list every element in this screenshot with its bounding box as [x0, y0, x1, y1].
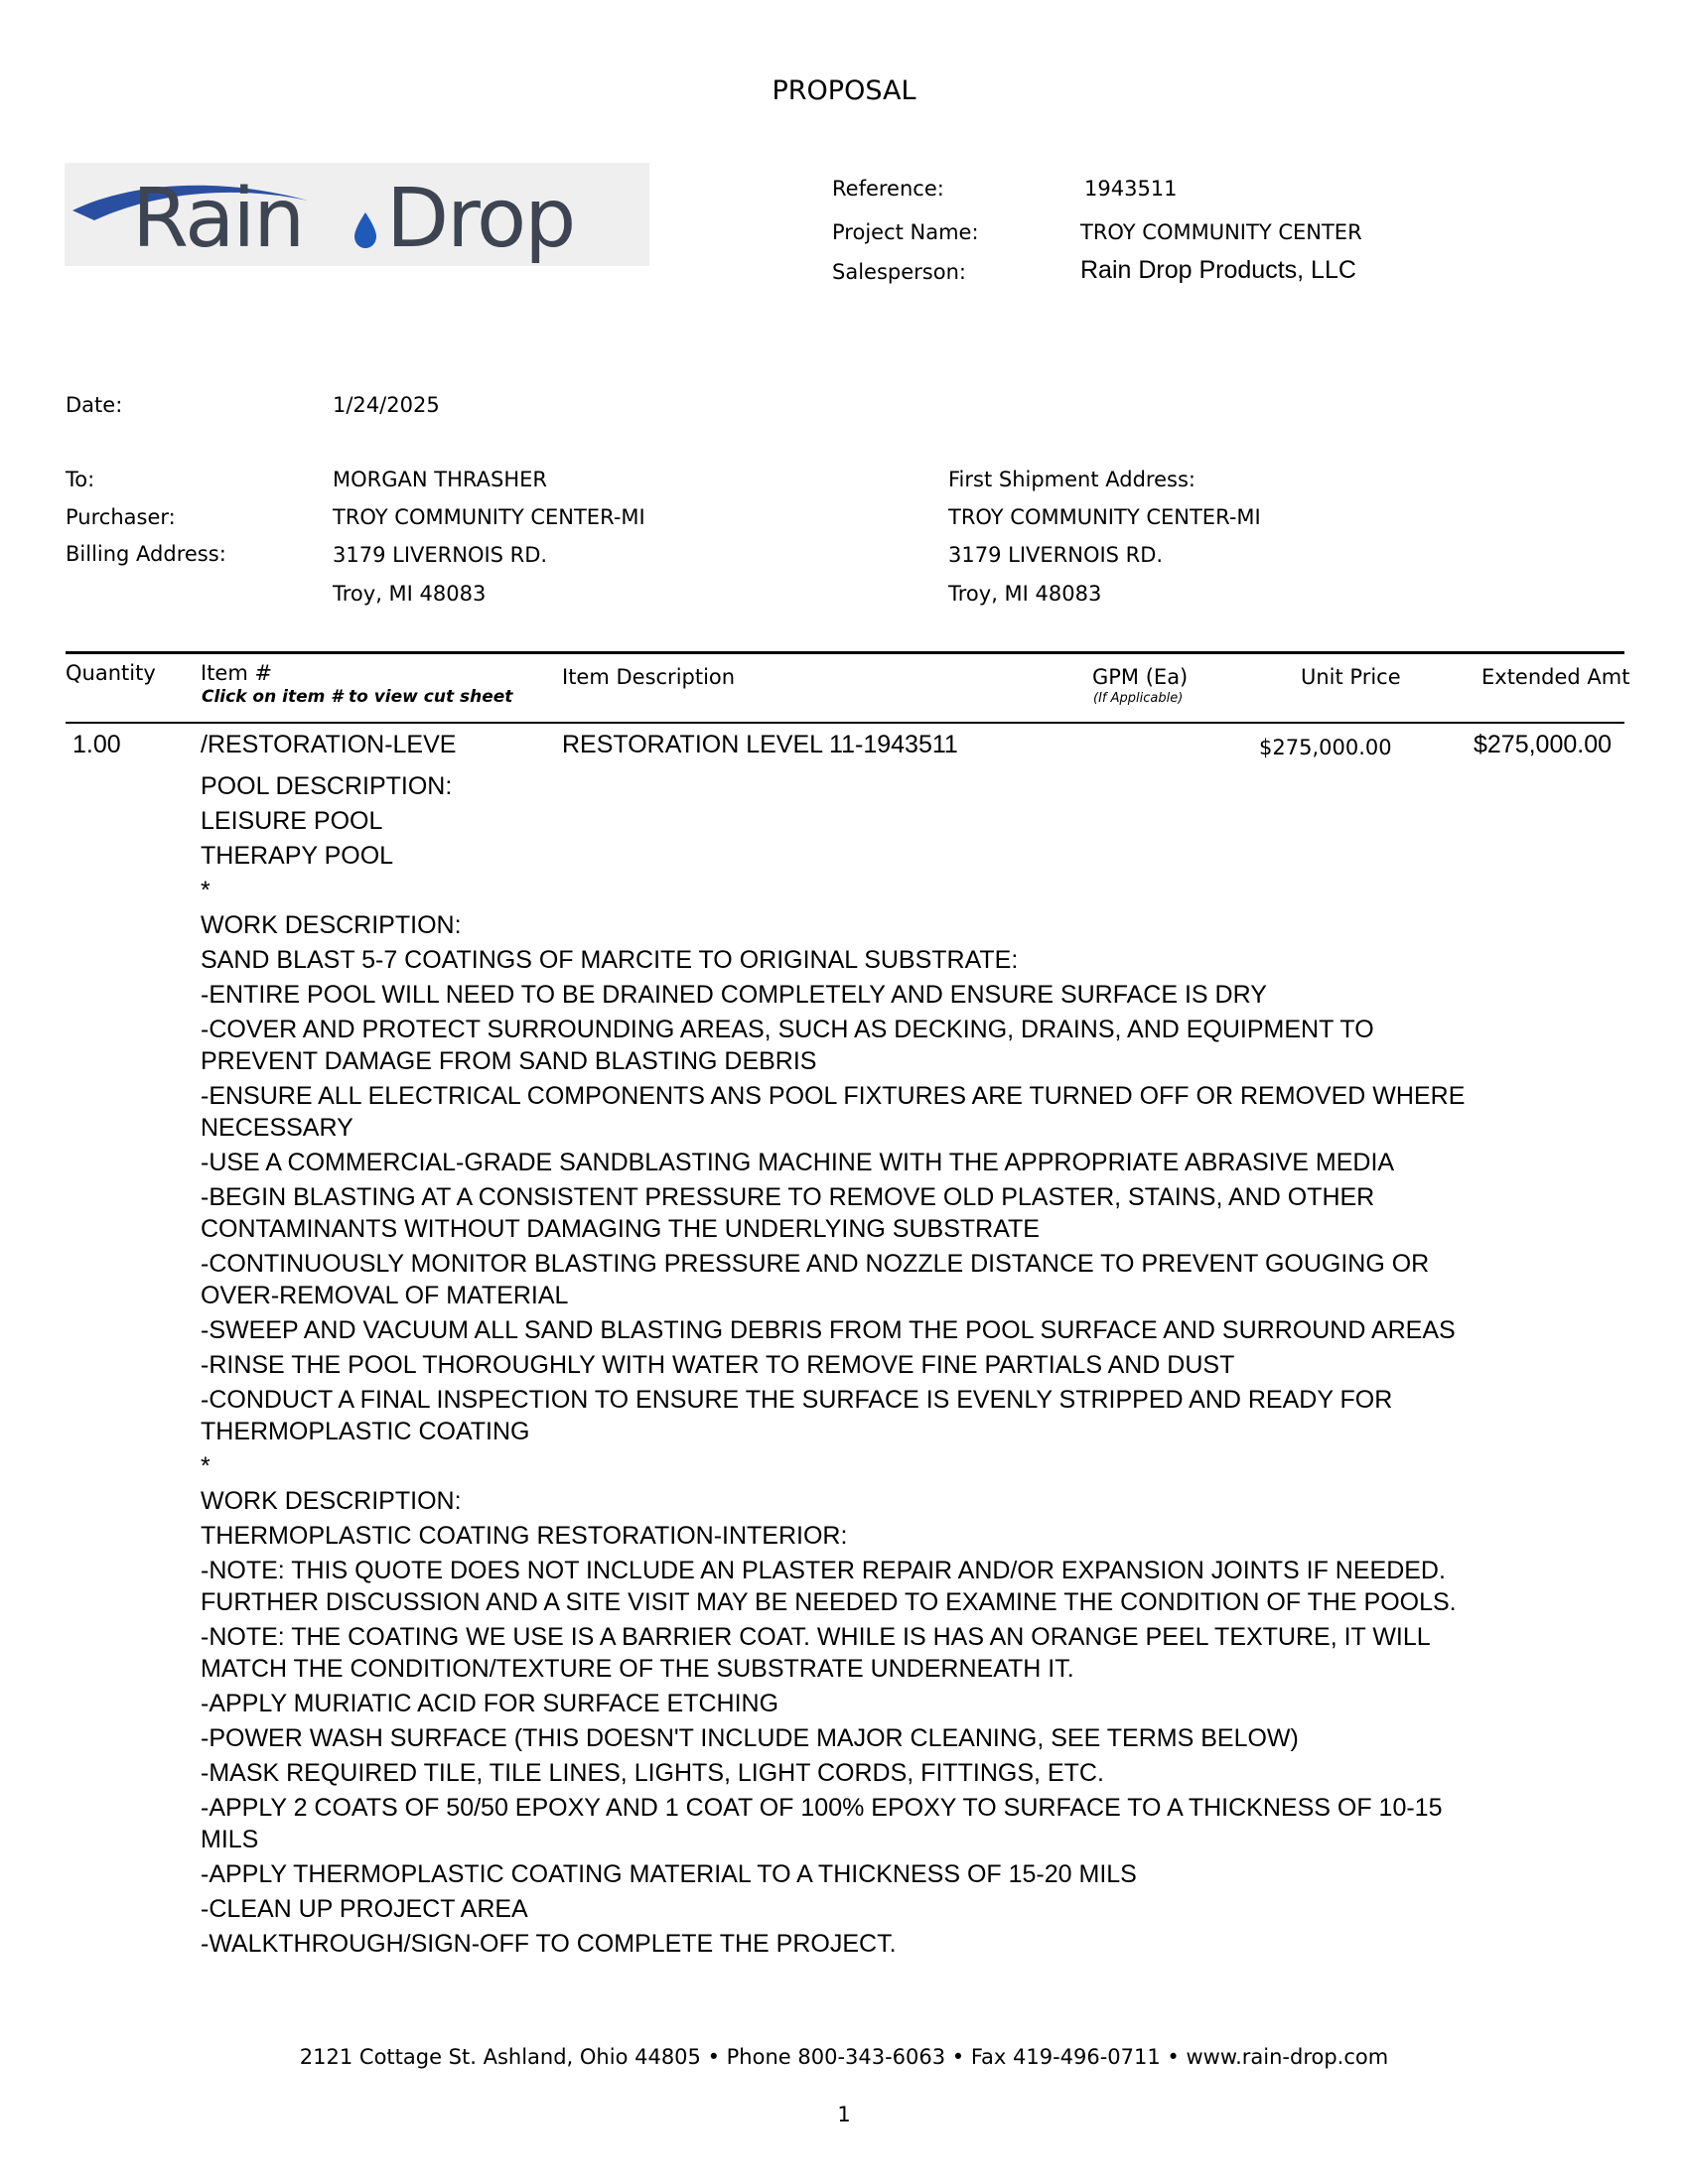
shipment-address-line3: Troy, MI 48083	[948, 582, 1102, 606]
column-header-gpm-note: (If Applicable)	[1093, 691, 1184, 706]
description-line: -APPLY MURIATIC ACID FOR SURFACE ETCHING	[201, 1690, 779, 1717]
svg-text:Drop: Drop	[386, 172, 575, 266]
description-line: -APPLY 2 COATS OF 50/50 EPOXY AND 1 COAT OF 100% EPOXY TO SURFACE TO A THICKNESS OF 10-15 MILS	[201, 1794, 1443, 1853]
description-line: WORK DESCRIPTION:	[201, 1487, 462, 1515]
project-name-label: Project Name:	[832, 220, 979, 244]
to-label: To:	[66, 468, 95, 491]
to-value: MORGAN THRASHER	[333, 468, 547, 491]
description-line: POOL DESCRIPTION:	[201, 772, 453, 800]
description-line: -NOTE: THE COATING WE USE IS A BARRIER COAT. WHILE IS HAS AN ORANGE PEEL TEXTURE, IT WILL MATCH THE CONDITION/TEXTURE OF THE SUBSTRATE UNDERNEATH IT.	[201, 1623, 1430, 1683]
column-header-description: Item Description	[562, 665, 736, 689]
billing-address-label: Billing Address:	[66, 542, 226, 566]
description-line: -APPLY THERMOPLASTIC COATING MATERIAL TO A THICKNESS OF 15-20 MILS	[201, 1860, 1137, 1888]
description-line: THERMOPLASTIC COATING RESTORATION-INTERIOR:	[201, 1522, 848, 1550]
row-extended-amount: $275,000.00	[1474, 731, 1613, 758]
description-line: -COVER AND PROTECT SURROUNDING AREAS, SUCH AS DECKING, DRAINS, AND EQUIPMENT TO PREVENT DAMAGE FROM SAND BLASTING DEBRIS	[201, 1016, 1374, 1075]
description-line: WORK DESCRIPTION:	[201, 911, 462, 939]
row-unit-price: $275,000.00	[1259, 736, 1392, 759]
description-line: -POWER WASH SURFACE (THIS DOESN'T INCLUDE MAJOR CLEANING, SEE TERMS BELOW)	[201, 1724, 1299, 1752]
rain-drop-logo	[65, 163, 649, 266]
description-line: -CONTINUOUSLY MONITOR BLASTING PRESSURE AND NOZZLE DISTANCE TO PREVENT GOUGING OR OVER-REMOVAL OF MATERIAL	[201, 1250, 1430, 1309]
date-label: Date:	[66, 393, 123, 417]
row-item-description: RESTORATION LEVEL 11-1943511	[562, 731, 958, 758]
reference-label: Reference:	[832, 177, 944, 201]
description-line: -CLEAN UP PROJECT AREA	[201, 1895, 528, 1923]
description-line: -ENSURE ALL ELECTRICAL COMPONENTS ANS POOL FIXTURES ARE TURNED OFF OR REMOVED WHERE NECESSARY	[201, 1082, 1466, 1142]
column-header-item-note: Click on item # to view cut sheet	[202, 687, 513, 707]
table-header-rule	[66, 722, 1624, 724]
column-header-unit-price: Unit Price	[1301, 665, 1401, 689]
description-line: -USE A COMMERCIAL-GRADE SANDBLASTING MACHINE WITH THE APPROPRIATE ABRASIVE MEDIA	[201, 1149, 1395, 1176]
shipment-address-line1: TROY COMMUNITY CENTER-MI	[948, 505, 1261, 529]
description-line: -ENTIRE POOL WILL NEED TO BE DRAINED COMPLETELY AND ENSURE SURFACE IS DRY	[201, 981, 1267, 1009]
table-top-rule	[66, 651, 1624, 654]
description-line: LEISURE POOL	[201, 807, 383, 835]
work-description-block	[201, 770, 1491, 1963]
column-header-gpm: GPM (Ea)	[1092, 665, 1189, 689]
description-line: SAND BLAST 5-7 COATINGS OF MARCITE TO ORIGINAL SUBSTRATE:	[201, 946, 1019, 974]
footer-contact: 2121 Cottage St. Ashland, Ohio 44805 • Phone 800-343-6063 • Fax 419-496-0711 • www.rain-drop.com	[299, 2045, 1389, 2069]
description-line: -RINSE THE POOL THOROUGHLY WITH WATER TO REMOVE FINE PARTIALS AND DUST	[201, 1351, 1235, 1379]
description-line: -CONDUCT A FINAL INSPECTION TO ENSURE THE SURFACE IS EVENLY STRIPPED AND READY FOR THERMOPLASTIC COATING	[201, 1386, 1393, 1445]
description-line: -SWEEP AND VACUUM ALL SAND BLASTING DEBRIS FROM THE POOL SURFACE AND SURROUND AREAS	[201, 1316, 1456, 1344]
billing-address-line1: 3179 LIVERNOIS RD.	[333, 543, 548, 567]
row-quantity: 1.00	[72, 731, 121, 758]
description-line: -WALKTHROUGH/SIGN-OFF TO COMPLETE THE PROJECT.	[201, 1930, 897, 1958]
row-item-number-link[interactable]: /RESTORATION-LEVE	[201, 731, 457, 758]
description-line: *	[201, 877, 211, 904]
page-number: 1	[837, 2103, 851, 2126]
description-line: -BEGIN BLASTING AT A CONSISTENT PRESSURE TO REMOVE OLD PLASTER, STAINS, AND OTHER CONTAMINANTS WITHOUT DAMAGING THE UNDERLYING SUBSTRATE	[201, 1183, 1375, 1243]
column-header-item: Item #	[201, 661, 273, 685]
purchaser-label: Purchaser:	[66, 505, 176, 529]
billing-address-line2: Troy, MI 48083	[333, 582, 487, 606]
shipment-address-label: First Shipment Address:	[948, 468, 1196, 491]
document-title: PROPOSAL	[772, 75, 916, 106]
description-line: -NOTE: THIS QUOTE DOES NOT INCLUDE AN PLASTER REPAIR AND/OR EXPANSION JOINTS IF NEEDED. FURTHER DISCUSSION AND A SITE VISIT MAY BE NEEDED TO EXAMINE THE CONDITION OF THE POOLS.	[201, 1557, 1457, 1616]
shipment-address-line2: 3179 LIVERNOIS RD.	[948, 543, 1164, 567]
date-value: 1/24/2025	[333, 393, 440, 417]
purchaser-value: TROY COMMUNITY CENTER-MI	[333, 505, 645, 529]
salesperson-value: Rain Drop Products, LLC	[1080, 256, 1356, 284]
drop-icon	[354, 212, 376, 248]
project-name-value: TROY COMMUNITY CENTER	[1080, 220, 1362, 244]
description-line: -MASK REQUIRED TILE, TILE LINES, LIGHTS, LIGHT CORDS, FITTINGS, ETC.	[201, 1759, 1104, 1787]
description-line: THERAPY POOL	[201, 842, 394, 870]
column-header-quantity: Quantity	[66, 661, 156, 685]
column-header-extended-amount: Extended Amt	[1481, 665, 1630, 689]
salesperson-label: Salesperson:	[832, 260, 966, 284]
svg-text:Rain: Rain	[132, 172, 304, 266]
description-line: *	[201, 1452, 211, 1480]
reference-value: 1943511	[1084, 177, 1178, 201]
